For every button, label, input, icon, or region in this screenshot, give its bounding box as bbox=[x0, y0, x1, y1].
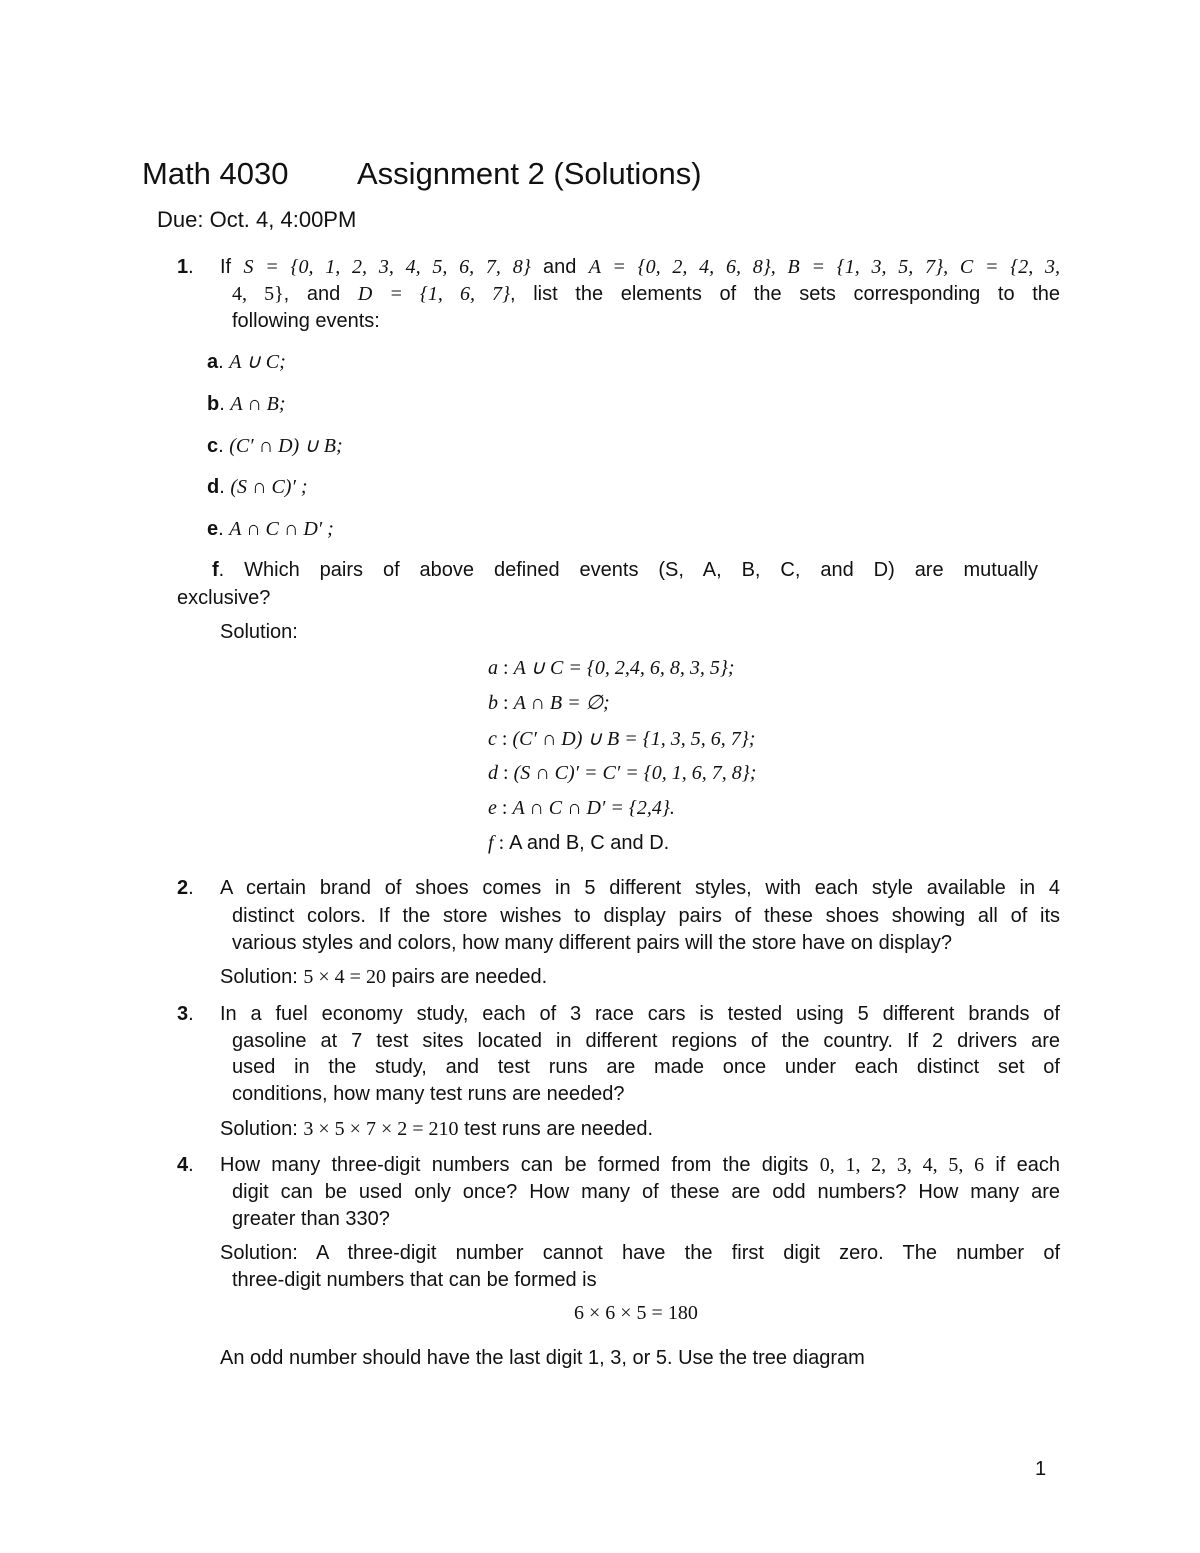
q2-line-3: various styles and colors, how many different pairs will the store have on display? bbox=[232, 932, 952, 954]
q4-line-1: How many three-digit numbers can be formed from the digits 0, 1, 2, 3, 4, 5, 6 if each bbox=[220, 1154, 1061, 1176]
question-number: 2 bbox=[177, 877, 189, 899]
q2-line-1: A certain brand of shoes comes in 5 different styles, with each style available in 4 bbox=[220, 877, 1060, 899]
q1-solution-label: Solution: bbox=[220, 621, 298, 643]
q1-part-f-continued: exclusive? bbox=[177, 587, 271, 609]
q1-part-b: b. A ∩ B; bbox=[207, 393, 286, 415]
q3-line-2: gasoline at 7 test sites located in different regions of the country. If 2 drivers are bbox=[232, 1030, 1060, 1052]
q4-solution-line-2: three-digit numbers that can be formed is bbox=[232, 1269, 597, 1291]
q3-solution: Solution: 3 × 5 × 7 × 2 = 210 test runs are needed. bbox=[220, 1118, 654, 1140]
question-4: 4. bbox=[177, 1154, 194, 1176]
q3-line-1: In a fuel economy study, each of 3 race cars is tested using 5 different brands of bbox=[220, 1003, 1060, 1025]
answer-f: f : A and B, C and D. bbox=[488, 832, 670, 854]
question-3: 3. bbox=[177, 1003, 194, 1025]
q4-line-2: digit can be used only once? How many of these are odd numbers? How many are bbox=[232, 1181, 1060, 1203]
q1-part-e: e. A ∩ C ∩ D′ ; bbox=[207, 518, 334, 540]
answer-d: d : (S ∩ C)′ = C′ = {0, 1, 6, 7, 8}; bbox=[488, 762, 757, 784]
q1-part-c: c. (C′ ∩ D) ∪ B; bbox=[207, 435, 343, 457]
question-2: 2. bbox=[177, 877, 194, 899]
q3-line-3: used in the study, and test runs are made once under each distinct set of bbox=[232, 1056, 1060, 1078]
q4-line-3: greater than 330? bbox=[232, 1208, 390, 1230]
q4-solution-line-1: Solution: A three-digit number cannot have the first digit zero. The number of bbox=[220, 1242, 1060, 1264]
assignment-title: Assignment 2 (Solutions) bbox=[357, 156, 702, 191]
course-code: Math 4030 bbox=[142, 156, 289, 191]
question-number: 1 bbox=[177, 256, 189, 278]
answer-b: b : A ∩ B = ∅; bbox=[488, 692, 610, 714]
answer-e: e : A ∩ C ∩ D′ = {2,4}. bbox=[488, 797, 675, 819]
q1-part-a: a. A ∪ C; bbox=[207, 351, 286, 373]
q3-line-4: conditions, how many test runs are needed? bbox=[232, 1083, 625, 1105]
answer-c: c : (C′ ∩ D) ∪ B = {1, 3, 5, 6, 7}; bbox=[488, 728, 756, 750]
answer-a: a : A ∪ C = {0, 2,4, 6, 8, 3, 5}; bbox=[488, 657, 735, 679]
page-number: 1 bbox=[1035, 1458, 1047, 1480]
q1-line-2: 4, 5}, and D = {1, 6, 7}, list the elements of the sets corresponding to the bbox=[232, 283, 1060, 305]
question-number: 4 bbox=[177, 1154, 189, 1176]
q4-equation: 6 × 6 × 5 = 180 bbox=[574, 1302, 698, 1324]
q1-line-3: following events: bbox=[232, 310, 380, 332]
due-date: Due: Oct. 4, 4:00PM bbox=[157, 207, 357, 232]
q2-solution: Solution: 5 × 4 = 20 pairs are needed. bbox=[220, 966, 548, 988]
q1-line-1: If S = {0, 1, 2, 3, 4, 5, 6, 7, 8} and A = {0, 2, 4, 6, 8}, B = {1, 3, 5, 7}, C = {2, 3, bbox=[220, 256, 1061, 278]
question-1: 1. bbox=[177, 256, 194, 278]
question-number: 3 bbox=[177, 1003, 189, 1025]
q2-line-2: distinct colors. If the store wishes to display pairs of these shoes showing all of its bbox=[232, 905, 1060, 927]
q1-part-f: f. Which pairs of above defined events (S, A, B, C, and D) are mutually bbox=[212, 559, 1038, 581]
q4-odd-line: An odd number should have the last digit 1, 3, or 5. Use the tree diagram bbox=[220, 1347, 865, 1369]
q1-part-d: d. (S ∩ C)′ ; bbox=[207, 476, 308, 498]
